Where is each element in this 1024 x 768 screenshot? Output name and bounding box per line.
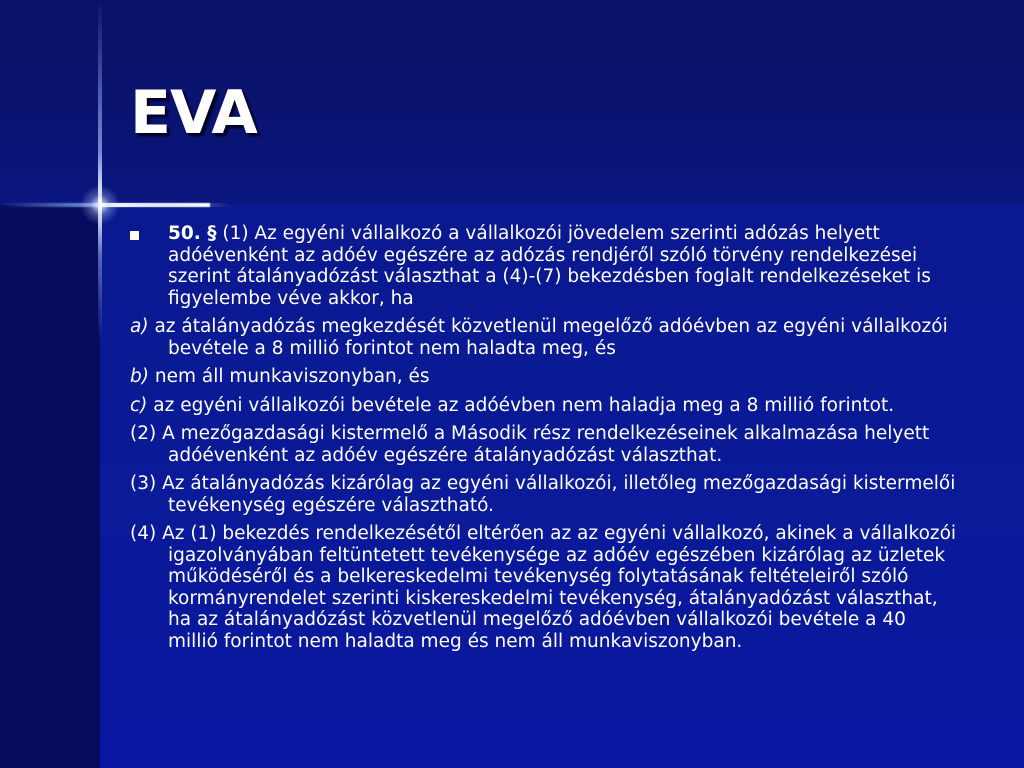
- paragraph-3: (3) Az átalányadózás kizárólag az egyéni vállalkozói, illetőleg mezőgazdasági kistermelői tevékenység egészére választható.: [130, 473, 956, 516]
- left-band: [0, 205, 100, 768]
- condition-a-text: az átalányadózás megkezdését közvetlenül megelőző adóévben az egyéni vállalkozói bevétele a 8 millió forintot nem haladta meg, és: [148, 316, 948, 359]
- paragraph-4: (4) Az (1) bekezdés rendelkezésétől eltérően az az egyéni vállalkozó, akinek a vállalkozói igazolványában feltüntetett tevékenysége az adóév egészében kizárólag az üzletek működéséről és a belkereskedelmi tevékenység folytatásának feltételeiről szóló kormányrendelet szerinti kiskereskedelmi tevékenység, átalányadózást választhat, ha az átalányadózást közvetlenül megelőző adóévben vállalkozói bevétele a 40 millió forintot nem haladta meg és nem áll munkaviszonyban.: [130, 523, 957, 652]
- condition-c-text: az egyéni vállalkozói bevétele az adóévben nem haladja meg a 8 millió forintot.: [147, 394, 895, 416]
- paragraph-50: [130, 223, 960, 309]
- condition-a: [130, 316, 960, 359]
- condition-c-letter: c): [130, 394, 148, 416]
- light-flare-glow: [80, 185, 120, 225]
- condition-a-letter: a): [130, 316, 149, 337]
- condition-b-text: nem áll munkaviszonyban, és: [148, 366, 430, 387]
- paragraph-50-text: (1) Az egyéni vállalkozó a vállalkozói jövedelem szerinti adózás helyett adóévenként az adóév egészére az adózás rendjéről szóló törvény rendelkezései szerint átalányadózást választhat a (4)-(7) bekezdésben foglalt rendelkezéseket is figyelembe véve akkor, ha: [168, 223, 931, 309]
- bullet-square-icon: [130, 231, 139, 240]
- condition-c: [130, 395, 960, 417]
- condition-b-letter: b): [130, 366, 149, 387]
- paragraph-2: (2) A mezőgazdasági kistermelő a Második rész rendelkezéseinek alkalmazása helyett adóévenként az adóév egészére átalányadózást választhat.: [130, 423, 930, 466]
- section-number: 50. §: [168, 223, 217, 244]
- slide-body: [130, 223, 960, 659]
- slide-title: EVA: [130, 78, 257, 148]
- light-flare-vertical: [98, 0, 102, 340]
- condition-b: [130, 366, 960, 388]
